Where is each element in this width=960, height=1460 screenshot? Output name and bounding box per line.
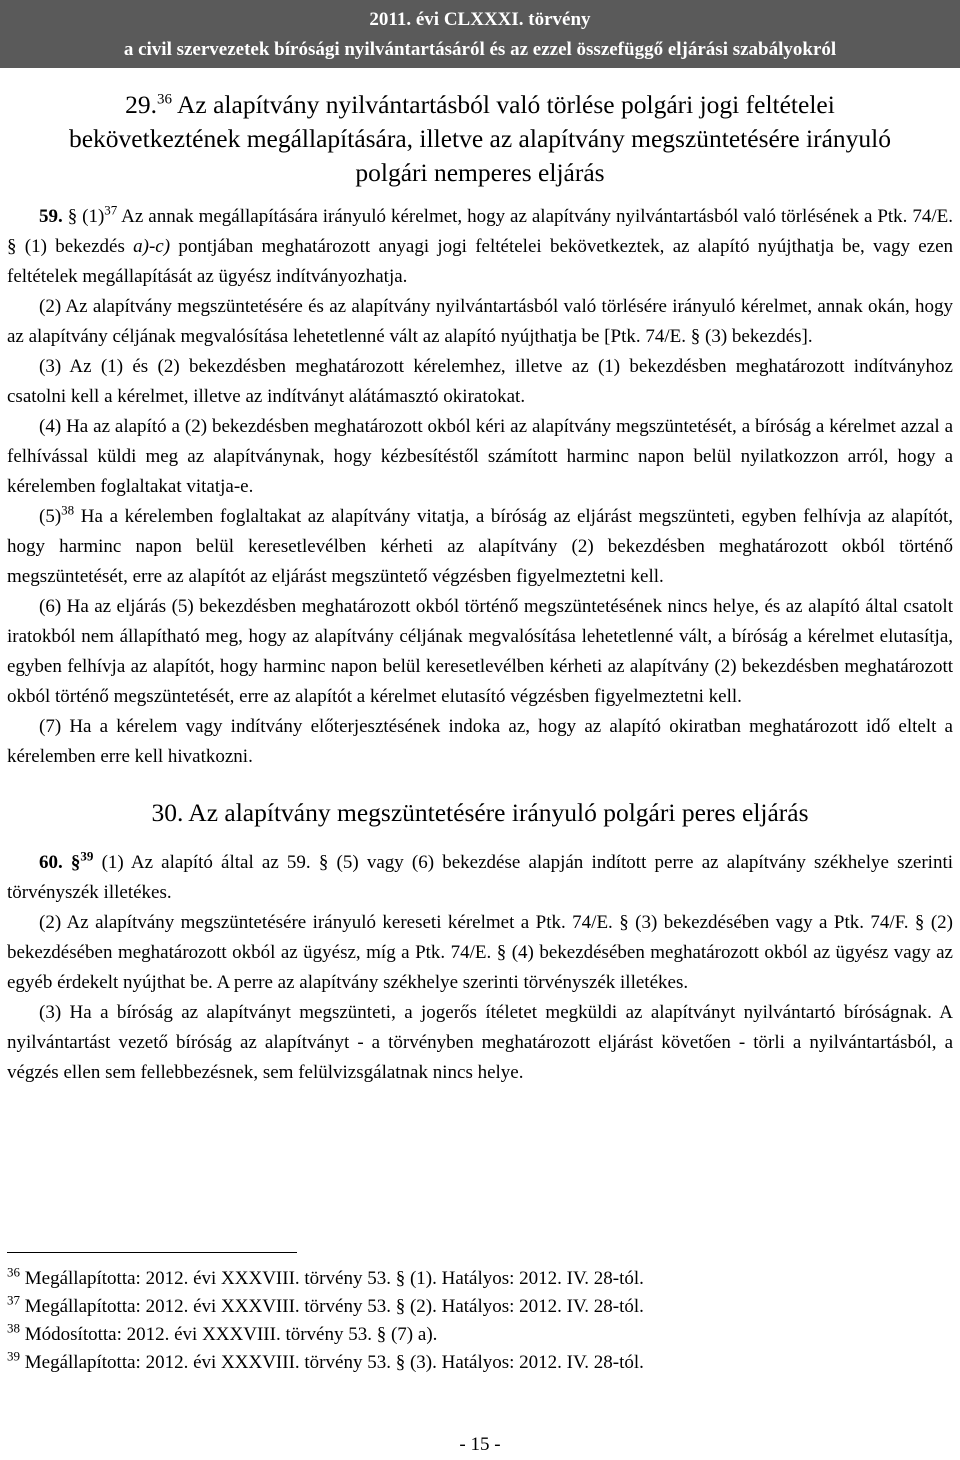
footnotes bbox=[7, 1252, 953, 1377]
footnote-36 bbox=[7, 1265, 953, 1293]
s59-p1-text-a: Az annak megállapítására irányuló kérelmet, hogy az alapítvány nyilvántartásból való törlésének a Ptk. 74/E. bbox=[121, 206, 953, 227]
s59-p1-label: (1) bbox=[82, 206, 105, 227]
footnote-text: Megállapította: 2012. évi XXXVIII. törvény 53. § (3). Hatályos: 2012. IV. 28-tól. bbox=[24, 1352, 644, 1373]
s59-paragraph-7: (7) Ha a kérelem vagy indítvány előterjesztésének indoka az, hogy az alapító okiratban meghatározott idő eltelt a kérelemben erre kell hivatkozni. bbox=[7, 716, 953, 767]
footnote-text: Módosította: 2012. évi XXXVIII. törvény 53. § (7) a). bbox=[24, 1324, 438, 1345]
section-29-title-line3: polgári nemperes eljárás bbox=[355, 158, 605, 187]
footnote-number: 36 bbox=[7, 1264, 20, 1280]
s59-paragraph-6: (6) Ha az eljárás (5) bekezdésben meghatározott okból történő megszüntetésének nincs helye, és az alapító által csatolt iratokból nem állapítható meg, hogy az alapítvány céljának megvalósítása lehetetlenné vált, a bíróság a kérelmet elutasítja, egyben felhívja az alapítót, hogy harminc napon belül keresetlevélben kérheti az alapítvány (2) bekezdésben meghatározott okból történő megszüntetését, erre az alapítót a kérelmet elutasító végzésben figyelmeztetni kell. bbox=[7, 596, 953, 707]
s59-paragraph-2: (2) Az alapítvány megszüntetésére és az alapítvány nyilvántartásból való törlésére irányuló kérelmet, annak okán, hogy az alapítvány céljának megvalósítása lehetetlenné vált az alapító nyújthatja be [Ptk. 74/E. § (3) bekezdés]. bbox=[7, 296, 953, 347]
s60-paragraph-3: (3) Ha a bíróság az alapítványt megszünteti, a jogerős ítéletet megküldi az alapítványt nyilvántartó bíróságnak. A nyilvántartást vezető bíróság az alapítványt - a törvényben meghatározott eljárást követően - törli a nyilvántartásból, a végzés ellen sem fellebbezésnek, sem felülvizsgálatnak nincs helye. bbox=[7, 1002, 953, 1083]
footnote-ref-37: 37 bbox=[104, 202, 118, 218]
s59-number: 59. bbox=[39, 206, 63, 227]
section-29-number: 29. bbox=[125, 90, 158, 119]
s59-p5-label: (5) bbox=[39, 506, 62, 527]
footnote-number: 39 bbox=[7, 1348, 20, 1364]
footnote-ref-36: 36 bbox=[157, 91, 173, 108]
s59-paragraph-5 bbox=[7, 502, 953, 592]
s59-p1-text-c: pontjában meghatározott anyagi jogi feltételei bekövetkeztek, az alapító nyújthatja be, vagy ezen feltételek megállapítását az ügyész indítványozhatja. bbox=[7, 236, 954, 287]
s60-number: 60. bbox=[39, 852, 63, 873]
footnote-number: 38 bbox=[7, 1320, 20, 1336]
section-29-title-line2: bekövetkeztének megállapítására, illetve az alapítvány megszüntetésére irányuló bbox=[68, 124, 891, 153]
section-sign: § bbox=[67, 206, 78, 227]
document-body bbox=[0, 88, 960, 1088]
footnote-text: Megállapította: 2012. évi XXXVIII. törvény 53. § (2). Hatályos: 2012. IV. 28-tól. bbox=[24, 1296, 644, 1317]
s59-paragraph-1 bbox=[7, 202, 953, 292]
section-30-heading: 30. Az alapítvány megszüntetésére irányuló polgári peres eljárás bbox=[151, 798, 809, 827]
s59-paragraph-3: (3) Az (1) és (2) bekezdésben meghatározott kérelemhez, illetve az (1) bekezdésben meghatározott indítványhoz csatolni kell a kérelmet, illetve az indítványt alátámasztó okiratokat. bbox=[7, 356, 953, 407]
footnote-38 bbox=[7, 1321, 953, 1349]
header-act-title: 2011. évi CLXXXI. törvény bbox=[369, 9, 591, 30]
s60-paragraph-1 bbox=[7, 848, 953, 908]
section-29-title-part1: Az alapítvány nyilvántartásból való törlése polgári jogi feltételei bbox=[177, 90, 835, 119]
footnote-ref-39: 39 bbox=[80, 848, 94, 864]
footnote-separator bbox=[7, 1252, 297, 1253]
s59-p1-italic-points: a)-c) bbox=[133, 236, 171, 257]
footnote-text: Megállapította: 2012. évi XXXVIII. törvény 53. § (1). Hatályos: 2012. IV. 28-tól. bbox=[24, 1268, 644, 1289]
section-29-title-line1 bbox=[7, 88, 953, 122]
page-header bbox=[0, 0, 960, 68]
section-sign: § bbox=[7, 236, 17, 257]
s59-p5-text: Ha a kérelemben foglaltakat az alapítvány vitatja, a bíróság az eljárást megszünteti, egyben felhívja az alapítót, hogy harminc napon belül keresetlevélben kérheti az alapítvány (2) bekezdésben meghatározott okból történő megszüntetését, erre az alapítót az eljárást megszüntető végzésben figyelmeztetni kell. bbox=[7, 506, 954, 587]
footnote-ref-38: 38 bbox=[61, 502, 75, 518]
footnote-list bbox=[7, 1265, 953, 1377]
section-29-heading bbox=[7, 88, 953, 190]
footnote-number: 37 bbox=[7, 1292, 20, 1308]
section-sign: § bbox=[70, 852, 81, 873]
s60-p1-text: (1) Az alapító által az 59. § (5) vagy (6) bekezdése alapján indított perre az alapítvány székhelye szerinti törvényszék illetékes. bbox=[7, 852, 954, 903]
page-number: - 15 - bbox=[459, 1434, 501, 1455]
s60-paragraph-2: (2) Az alapítvány megszüntetésére irányuló kereseti kérelmet a Ptk. 74/E. § (3) bekezdésében vagy a Ptk. 74/F. § (2) bekezdésében meghatározott okból az ügyész, míg a Ptk. 74/E. § (4) bekezdésében meghatározott okból az ügyész vagy az egyéb érdekelt nyújthat be. A perre az alapítvány székhelye szerinti törvényszék illetékes. bbox=[7, 912, 953, 993]
header-act-subtitle: a civil szervezetek bírósági nyilvántartásáról és az ezzel összefüggő eljárási szabályokról bbox=[123, 39, 837, 60]
s59-paragraph-4: (4) Ha az alapító a (2) bekezdésben meghatározott okból kéri az alapítvány megszüntetését, a bíróság a kérelmet azzal a felhívással küldi meg az alapítványnak, hogy kézbesítéstől számított harminc napon belül nyilatkozzon arról, hogy a kérelemben foglaltakat vitatja-e. bbox=[7, 416, 953, 497]
s59-p1-text-b: (1) bekezdés bbox=[24, 236, 125, 257]
footnote-37 bbox=[7, 1293, 953, 1321]
footnote-39 bbox=[7, 1349, 953, 1377]
